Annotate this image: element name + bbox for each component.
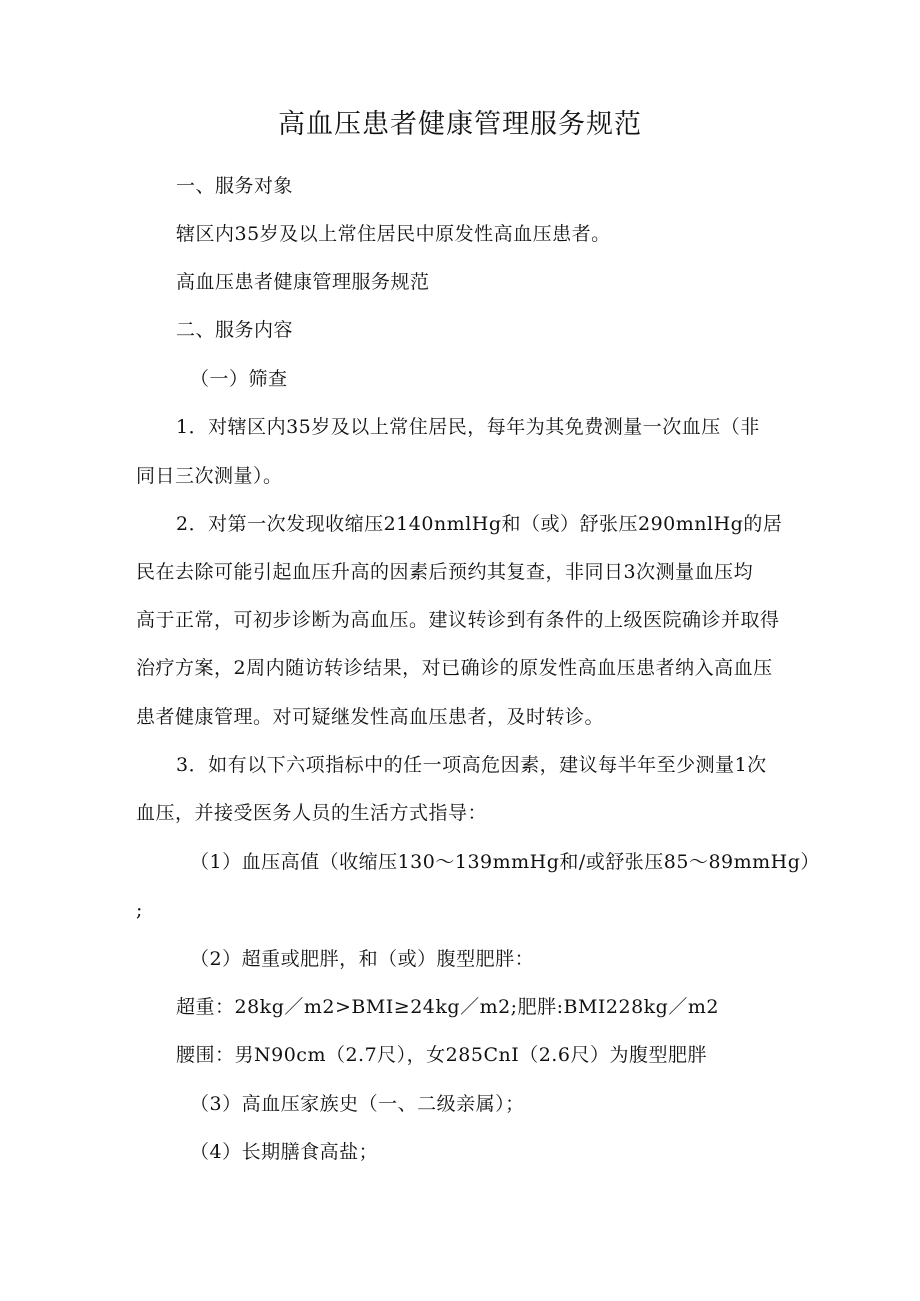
paragraph-text: 2．对第一次发现收缩压2140nmlHg和（或）舒张压290mnlHg的居	[176, 513, 783, 535]
paragraph-text: 高血压患者健康管理服务规范	[176, 271, 430, 293]
paragraph-text: ;	[136, 899, 143, 921]
section-heading-service-target: 一、服务对象	[176, 175, 294, 197]
paragraph-text: 3．如有以下六项指标中的任一项高危因素，建议每半年至少测量1次	[176, 754, 767, 776]
section-heading-service-content: 二、服务内容	[176, 319, 294, 341]
paragraph-text: 治疗方案，2周内随访转诊结果，对已确诊的原发性高血压患者纳入高血压	[136, 657, 773, 679]
paragraph-text: 血压，并接受医务人员的生活方式指导：	[136, 802, 488, 824]
paragraph-text: 患者健康管理。对可疑继发性高血压患者，及时转诊。	[136, 706, 605, 728]
list-item: （3）高血压家族史（一、二级亲属）；	[190, 1093, 525, 1115]
paragraph-text: 高于正常，可初步诊断为高血压。建议转诊到有条件的上级医院确诊并取得	[136, 609, 780, 631]
list-item: （4）长期膳食高盐；	[190, 1141, 379, 1163]
list-item: （1）血压高值（收缩压130～139mmHg和/或舒张压85～89mmHg）	[190, 851, 820, 873]
paragraph-text: 1．对辖区内35岁及以上常住居民，每年为其免费测量一次血压（非	[176, 416, 760, 438]
subsection-heading-screening: （一）筛查	[190, 368, 288, 390]
paragraph-text: 超重：28kg／m2>BMI≥24kg／m2;肥胖:BMI228kg／m2	[176, 996, 719, 1018]
paragraph-text: 同日三次测量）。	[136, 465, 283, 487]
paragraph-text: 民在去除可能引起血压升高的因素后预约其复查，非同日3次测量血压均	[136, 561, 754, 583]
list-item: （2）超重或肥胖，和（或）腹型肥胖：	[190, 948, 535, 970]
document-title: 高血压患者健康管理服务规范	[278, 109, 642, 140]
paragraph-text: 腰围：男N90cm（2.7尺），女285CnI（2.6尺）为腹型肥胖	[176, 1044, 707, 1066]
paragraph-text: 辖区内35岁及以上常住居民中原发性高血压患者。	[176, 223, 611, 245]
